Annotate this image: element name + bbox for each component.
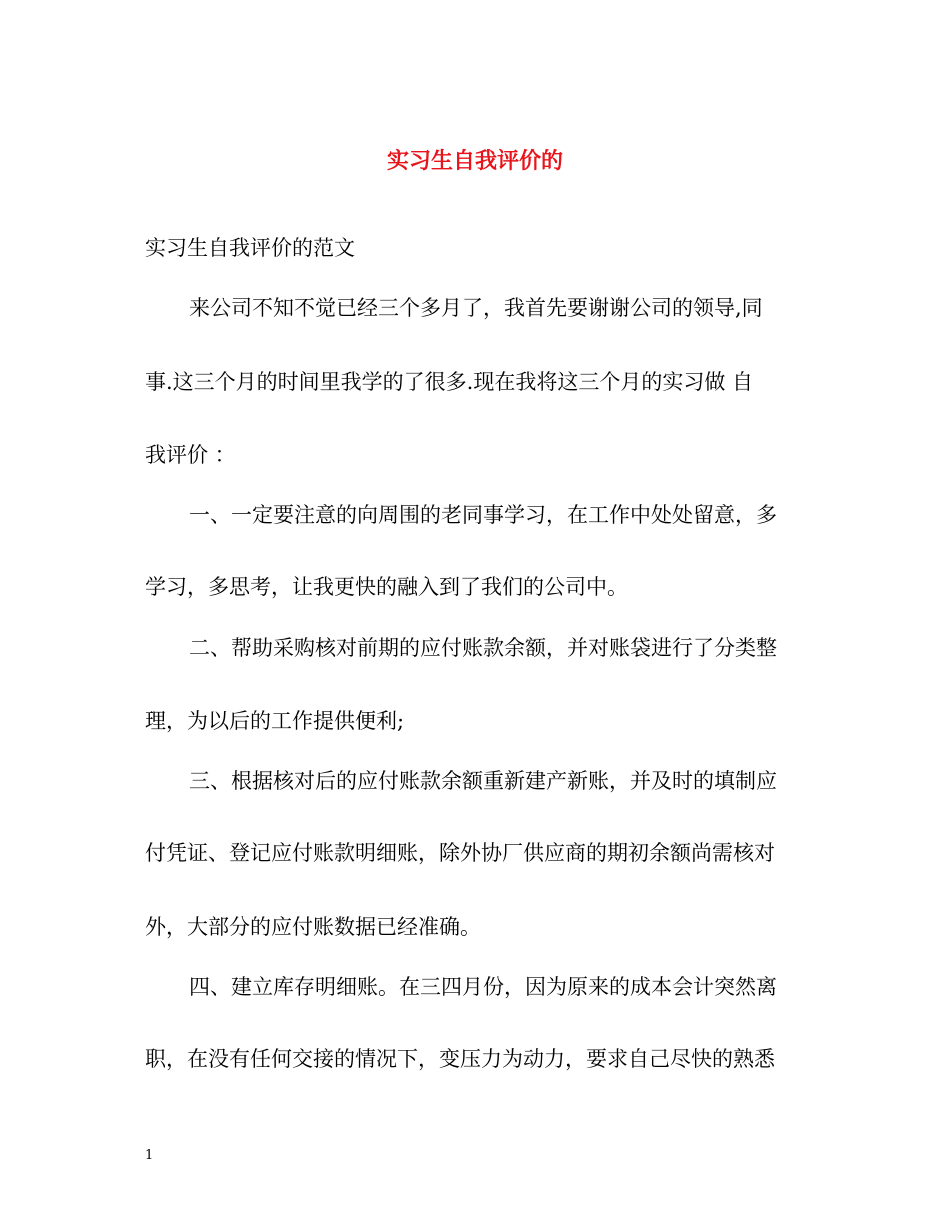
body-line: 职，在没有任何交接的情况下，变压力为动力，要求自己尽快的熟悉 bbox=[145, 1047, 775, 1071]
body-line: 二、帮助采购核对前期的应付账款余额，并对账袋进行了分类整 bbox=[189, 636, 777, 660]
subtitle-line: 实习生自我评价的范文 bbox=[145, 236, 355, 260]
body-line: 学习，多思考，让我更快的融入到了我们的公司中。 bbox=[145, 575, 628, 599]
body-line: 事.这三个月的时间里我学的了很多.现在我将这三个月的实习做 自 bbox=[145, 370, 754, 394]
body-line: 一、一定要注意的向周围的老同事学习，在工作中处处留意，多 bbox=[189, 503, 777, 527]
body-line: 三、根据核对后的应付账款余额重新建产新账，并及时的填制应 bbox=[189, 769, 777, 793]
page-number: 1 bbox=[145, 1148, 154, 1163]
body-line: 四、建立库存明细账。在三四月份，因为原来的成本会计突然离 bbox=[189, 975, 777, 999]
body-line: 付凭证、登记应付账款明细账，除外协厂供应商的期初余额尚需核对 bbox=[145, 841, 775, 865]
body-line: 外，大部分的应付账数据已经准确。 bbox=[145, 915, 481, 939]
body-line: 来公司不知不觉已经三个多月了，我首先要谢谢公司的领导,同 bbox=[189, 296, 763, 320]
body-line: 理，为以后的工作提供便利; bbox=[145, 709, 405, 733]
body-line: 我评价 ： bbox=[145, 443, 236, 467]
document-title: 实习生自我评价的 bbox=[386, 148, 563, 174]
